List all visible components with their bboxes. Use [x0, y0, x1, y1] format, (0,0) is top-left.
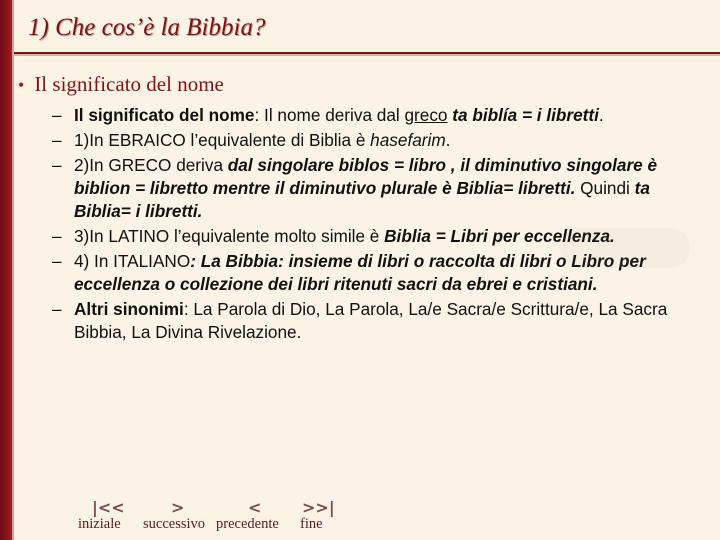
- sub-bullet-text: .: [445, 130, 451, 150]
- sub-bullet-text: 4) In ITALIANO: [74, 251, 191, 271]
- dash-bullet-icon: –: [52, 155, 62, 175]
- sub-bullet-text: : La Bibbia: insieme di libri o raccolta di libri o Libro per eccellenza o collezione dei libri ritenuti sacri da ebrei e cristiani.: [74, 251, 646, 294]
- nav-first-label: iniziale: [78, 516, 121, 532]
- nav-end-button[interactable]: [300, 498, 335, 536]
- sub-bullet-item: [52, 154, 692, 223]
- nav-first-button[interactable]: [78, 498, 125, 536]
- nav-prev-label: precedente: [216, 516, 279, 532]
- sub-bullet-item: [52, 298, 692, 344]
- bullet-dot-icon: •: [18, 75, 25, 95]
- prev-icon: <: [248, 498, 262, 517]
- main-bullet: [18, 72, 224, 97]
- sub-bullet-text: greco: [404, 105, 448, 125]
- nav-next-button[interactable]: [143, 498, 205, 536]
- nav-next-label: successivo: [143, 516, 206, 532]
- dash-bullet-icon: –: [52, 226, 62, 246]
- sub-bullet-text: ta Biblia= i libretti.: [74, 178, 650, 221]
- next-icon: >: [171, 498, 185, 517]
- sub-bullet-text: Altri sinonimi: [74, 299, 184, 319]
- dash-bullet-icon: –: [52, 251, 62, 271]
- sub-bullet-text: .: [598, 105, 604, 125]
- sub-bullet-text: Quindi: [575, 178, 635, 198]
- sub-bullet-text: : Il nome deriva dal: [254, 105, 405, 125]
- dash-bullet-icon: –: [52, 299, 62, 319]
- sub-bullet-text: 1)In EBRAICO l’equivalente di Biblia è: [74, 130, 371, 150]
- main-bullet-text: Il significato del nome: [34, 72, 224, 96]
- sub-bullet-text: 2)In GRECO deriva: [74, 155, 228, 175]
- sub-bullet-text: ta biblía = i libretti: [452, 105, 599, 125]
- watermark: [560, 228, 690, 268]
- dash-bullet-icon: –: [52, 105, 62, 125]
- sub-bullet-item: [52, 104, 692, 127]
- slide-title: 1) Che cos’è la Bibbia?: [28, 14, 266, 41]
- sub-bullet-text: Il significato del nome: [74, 105, 255, 125]
- sub-bullet-list: [52, 104, 692, 346]
- sub-bullet-text: hasefarim: [370, 130, 446, 150]
- sub-bullet-text: : La Parola di Dio, La Parola, La/e Sacra/e Scrittura/e, La Sacra Bibbia, La Divina Rivelazione.: [74, 299, 668, 342]
- left-border-stripe: [0, 0, 12, 540]
- sub-bullet-text: Biblia = Libri per eccellenza.: [384, 226, 615, 246]
- title-divider: [14, 52, 720, 56]
- dash-bullet-icon: –: [52, 130, 62, 150]
- sub-bullet-text: dal singolare biblos = libro , il diminutivo singolare è biblion = libretto mentre il diminutivo plurale è Biblia= libretti.: [74, 155, 658, 198]
- nav-prev-button[interactable]: [216, 498, 279, 536]
- sub-bullet-item: [52, 129, 692, 152]
- last-icon: >>|: [302, 498, 335, 517]
- first-icon: |<<: [92, 498, 125, 517]
- nav-end-label: fine: [300, 516, 323, 532]
- sub-bullet-text: 3)In LATINO l’equivalente molto simile è: [74, 226, 385, 246]
